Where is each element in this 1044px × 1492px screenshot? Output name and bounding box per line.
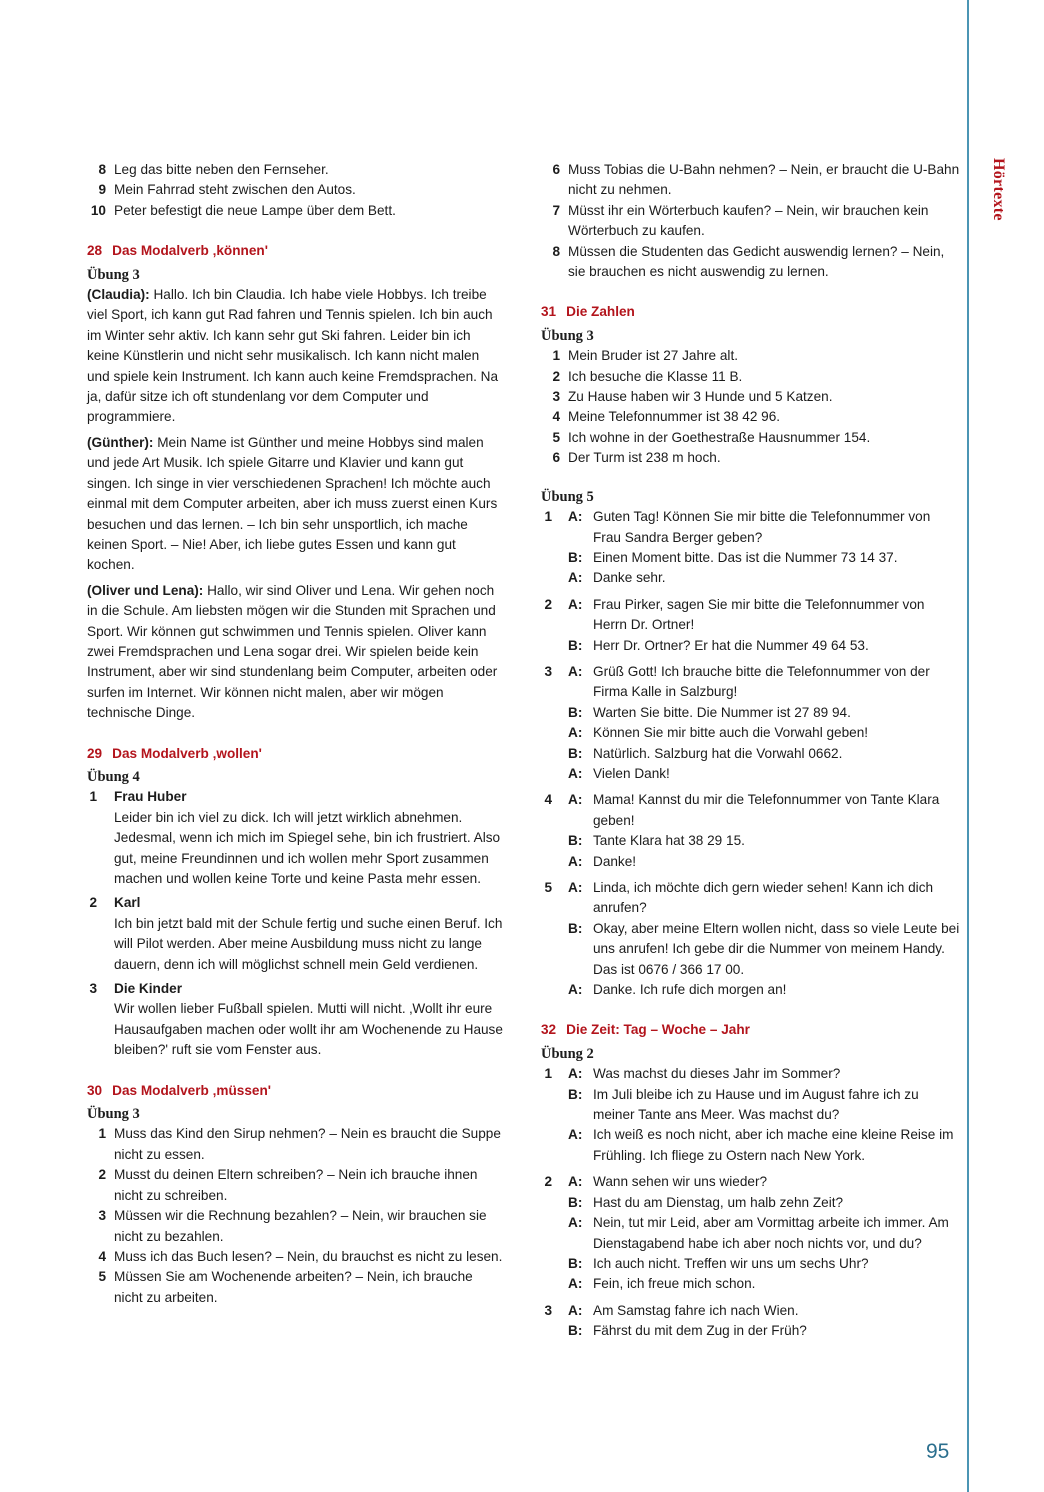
dialogue-line: A: Nein, tut mir Leid, aber am Vormittag arbeite ich immer. Am Dienstagabend habe ich aber noch nichts vor, und du? bbox=[568, 1215, 949, 1251]
dialogue-line: A: Am Samstag fahre ich nach Wien. bbox=[568, 1302, 799, 1318]
dialogue-line: A: Fein, ich freue mich schon. bbox=[568, 1276, 756, 1292]
paragraph: (Günther): Mein Name ist Günther und meine Hobbys sind malen und jede Art Musik. Ich spiele Gitarre und Klavier und kann gut singen. Ich singe in vier verschiedenen Sprachen! Ich möchte auch einmal mit dem Computer arbeiten, aber ich muss zuerst einen Kurs besuchen und das lernen. – Ich bin sehr unsportlich, ich mache keinen Sport. – Nie! Aber, ich liebe gutes Essen und kann gut kochen. bbox=[87, 434, 498, 573]
list-item: 3 Zu Hause haben wir 3 Hunde und 5 Katzen. bbox=[552, 389, 833, 405]
dialogue-line: A: Danke sehr. bbox=[568, 570, 666, 586]
dialogue-line: B: Natürlich. Salzburg hat die Vorwahl 0662. bbox=[568, 745, 843, 761]
list-item: 8 Leg das bitte neben den Fernseher. bbox=[98, 162, 329, 177]
section-heading: 28 Das Modalverb ‚können' bbox=[87, 243, 268, 259]
dialogue-line: A: Wann sehen wir uns wieder? bbox=[568, 1174, 768, 1190]
dialogue: 1 A: Was machst du dieses Jahr im Sommer? B: Im Juli bleibe ich zu Hause und im August fahre ich zu meiner Tante ans Meer. Was machst du? A: Ich weiß es noch nicht, aber ich mache eine kleine Reise im Frühling. Ich fliege zu Ostern nach New York. bbox=[541, 1064, 961, 1166]
section-heading: 32 Die Zeit: Tag – Woche – Jahr bbox=[541, 1022, 750, 1038]
paragraph: (Oliver und Lena): Hallo, wir sind Oliver und Lena. Wir gehen noch in die Schule. Am liebsten mögen wir die Stunden mit Sprachen und Sport. Wir können gut schwimmen und Tennis spielen. Oliver kann zwei Fremdsprachen und Lena sogar drei. Wir spielen beide kein Instrument, aber wir sind stundenlang beim Computer, arbeiten oder surfen im Internet. Wir können nicht malen, aber wir mögen technische Dinge. bbox=[87, 582, 498, 721]
dialogue-line: B: Hast du am Dienstag, um halb zehn Zeit? bbox=[568, 1194, 844, 1210]
list-item: 2 Ich besuche die Klasse 11 B. bbox=[552, 368, 743, 384]
right-column bbox=[541, 160, 961, 1342]
list-item: 3 Die Kinder Wir wollen lieber Fußball spielen. Mutti will nicht. ‚Wollt ihr eure Hausaufgaben machen oder wollt ihr am Wochenende zu Hause bleiben?' ruft sie vom Fenster aus. bbox=[89, 981, 503, 1058]
dialogue: 5 A: Linda, ich möchte dich gern wieder sehen! Kann ich dich anrufen? B: Okay, aber meine Eltern wollen nicht, dass so viele Leute bei uns anrufen! Ich gebe dir die Nummer von meinem Handy. Das ist 0676 / 366 17 00. A: Danke. Ich rufe dich morgen an! bbox=[541, 878, 961, 1000]
list-item: 4 Meine Telefonnummer ist 38 42 96. bbox=[552, 409, 781, 425]
dialogue-line: A: Danke! bbox=[568, 853, 637, 869]
list-item: 6 Der Turm ist 238 m hoch. bbox=[552, 450, 721, 466]
list-item: 10 Peter befestigt die neue Lampe über dem Bett. bbox=[90, 202, 396, 218]
section-heading: 30 Das Modalverb ‚müssen' bbox=[87, 1082, 271, 1098]
dialogue-line: A: Vielen Dank! bbox=[568, 765, 670, 781]
dialogue-line: B: Einen Moment bitte. Das ist die Nummer 73 14 37. bbox=[568, 549, 898, 565]
list-item: 5 Ich wohne in der Goethestraße Hausnummer 154. bbox=[552, 429, 871, 445]
dialogue-line: A: Guten Tag! Können Sie mir bitte die Telefonnummer von Frau Sandra Berger geben? bbox=[568, 509, 931, 545]
list-item: 2 Karl Ich bin jetzt bald mit der Schule fertig und suche einen Beruf. Ich will Pilot werden. Aber meine Ausbildung muss nicht zu lange dauern, denn ich will möglichst schnell mein Geld verdienen. bbox=[89, 895, 503, 972]
dialogue: 4 A: Mama! Kannst du mir die Telefonnummer von Tante Klara geben! B: Tante Klara hat 38 29 15. A: Danke! bbox=[541, 790, 961, 872]
dialogue-line: B: Tante Klara hat 38 29 15. bbox=[568, 833, 745, 849]
list-item: 1 Muss das Kind den Sirup nehmen? – Nein es braucht die Suppe nicht zu essen. bbox=[98, 1126, 501, 1162]
exercise-heading: Übung 5 bbox=[541, 488, 594, 505]
dialogue-line: A: Grüß Gott! Ich brauche bitte die Telefonnummer von der Firma Kalle in Salzburg! bbox=[568, 663, 930, 700]
dialogue-line: A: Frau Pirker, sagen Sie mir bitte die Telefonnummer von Herrn Dr. Ortner! bbox=[568, 596, 925, 633]
list-item: 9 Mein Fahrrad steht zwischen den Autos. bbox=[98, 182, 356, 198]
dialogue: 3 A: Grüß Gott! Ich brauche bitte die Telefonnummer von der Firma Kalle in Salzburg! B: Warten Sie bitte. Die Nummer ist 27 89 94. A: Können Sie mir bitte auch die Vorwahl geben! B: Natürlich. Salzburg hat die Vorwahl 0662. A: Vielen Dank! bbox=[541, 662, 961, 784]
dialogue-line: B: Okay, aber meine Eltern wollen nicht, dass so viele Leute bei uns anrufen! Ich gebe dir die Nummer von meinem Handy. Das ist 0676 / 366 17 00. bbox=[568, 920, 960, 977]
paragraph: (Claudia): Hallo. Ich bin Claudia. Ich habe viele Hobbys. Ich treibe viel Sport, ich kann gut Rad fahren und Tennis spielen. Ich bin auch im Winter sehr aktiv. Ich kann sehr gut Ski fahren. Leider bin ich keine Künstlerin und nicht sehr musikalisch. Ich kann nicht malen und spiele kein Instrument. Ich kann auch keine Fremdsprachen. Na ja, dafür sitze ich oft stundenlang vor dem Computer und programmiere. bbox=[87, 287, 499, 425]
list-item: 8 Müssen die Studenten das Gedicht auswendig lernen? – Nein, sie brauchen es nicht auswendig zu lernen. bbox=[552, 243, 945, 280]
dialogue: 2 A: Wann sehen wir uns wieder? B: Hast du am Dienstag, um halb zehn Zeit? A: Nein, tut mir Leid, aber am Vormittag arbeite ich immer. Am Dienstagabend habe ich aber noch nichts vor, und du? B: Ich auch nicht. Treffen wir uns um sechs Uhr? A: Fein, ich freue mich schon. bbox=[541, 1172, 961, 1294]
exercise-heading: Übung 2 bbox=[541, 1045, 594, 1062]
left-column bbox=[87, 160, 505, 1308]
list-item: 1 Mein Bruder ist 27 Jahre alt. bbox=[552, 348, 739, 364]
dialogue-line: A: Was machst du dieses Jahr im Sommer? bbox=[568, 1066, 841, 1082]
dialogue: 1 A: Guten Tag! Können Sie mir bitte die Telefonnummer von Frau Sandra Berger geben? B: Einen Moment bitte. Das ist die Nummer 73 14 37. A: Danke sehr. bbox=[541, 507, 961, 589]
list-item: 5 Müssen Sie am Wochenende arbeiten? – Nein, ich brauche nicht zu arbeiten. bbox=[98, 1269, 473, 1305]
dialogue: 3 A: Am Samstag fahre ich nach Wien. B: Fährst du mit dem Zug in der Früh? bbox=[541, 1301, 961, 1342]
dialogue-line: A: Danke. Ich rufe dich morgen an! bbox=[568, 982, 787, 998]
dialogue: 2 A: Frau Pirker, sagen Sie mir bitte die Telefonnummer von Herrn Dr. Ortner! B: Herr Dr. Ortner? Er hat die Nummer 49 64 53. bbox=[541, 595, 961, 656]
section-heading: 29 Das Modalverb ‚wollen' bbox=[87, 745, 262, 761]
dialogue-line: A: Können Sie mir bitte auch die Vorwahl geben! bbox=[568, 725, 869, 741]
dialogue-line: A: Linda, ich möchte dich gern wieder sehen! Kann ich dich anrufen? bbox=[568, 880, 934, 916]
list-item: 3 Müssen wir die Rechnung bezahlen? – Nein, wir brauchen sie nicht zu bezahlen. bbox=[98, 1208, 487, 1244]
dialogue-line: B: Fährst du mit dem Zug in der Früh? bbox=[568, 1323, 807, 1339]
list-item: 7 Müsst ihr ein Wörterbuch kaufen? – Nein, wir brauchen kein Wörterbuch zu kaufen. bbox=[552, 202, 929, 239]
margin-rule bbox=[967, 0, 969, 1492]
dialogue-line: B: Warten Sie bitte. Die Nummer ist 27 89 94. bbox=[568, 704, 851, 720]
list-item: 6 Muss Tobias die U-Bahn nehmen? – Nein, er braucht die U-Bahn nicht zu nehmen. bbox=[552, 162, 960, 198]
section-heading: 31 Die Zahlen bbox=[541, 304, 635, 320]
exercise-heading: Übung 3 bbox=[87, 1106, 140, 1123]
exercise-heading: Übung 4 bbox=[87, 768, 140, 785]
exercise-heading: Übung 3 bbox=[541, 327, 594, 344]
page-number: 95 bbox=[926, 1440, 950, 1463]
side-title: Hörtexte bbox=[990, 158, 1007, 221]
exercise-heading: Übung 3 bbox=[87, 266, 140, 283]
list-item: 2 Musst du deinen Eltern schreiben? – Nein ich brauche ihnen nicht zu schreiben. bbox=[98, 1167, 478, 1203]
list-item: 1 Frau Huber Leider bin ich viel zu dick. Ich will jetzt wirklich abnehmen. Jedesmal, wenn ich mich im Spiegel sehe, bin ich frustriert. Also gut, meine Freundinnen und ich wollen mehr Sport zusammen machen und wollen keine Torte und keine Pasta mehr essen. bbox=[89, 789, 501, 886]
dialogue-line: B: Im Juli bleibe ich zu Hause und im August fahre ich zu meiner Tante ans Meer. Was machst du? bbox=[568, 1086, 919, 1123]
dialogue-line: B: Herr Dr. Ortner? Er hat die Nummer 49 64 53. bbox=[568, 637, 869, 653]
dialogue-line: A: Ich weiß es noch nicht, aber ich mache eine kleine Reise im Frühling. Ich fliege zu Ostern nach New York. bbox=[568, 1127, 954, 1163]
dialogue-line: B: Ich auch nicht. Treffen wir uns um sechs Uhr? bbox=[568, 1255, 869, 1271]
list-item: 4 Muss ich das Buch lesen? – Nein, du brauchst es nicht zu lesen. bbox=[98, 1248, 503, 1264]
dialogue-line: A: Mama! Kannst du mir die Telefonnummer von Tante Klara geben! bbox=[568, 792, 940, 828]
